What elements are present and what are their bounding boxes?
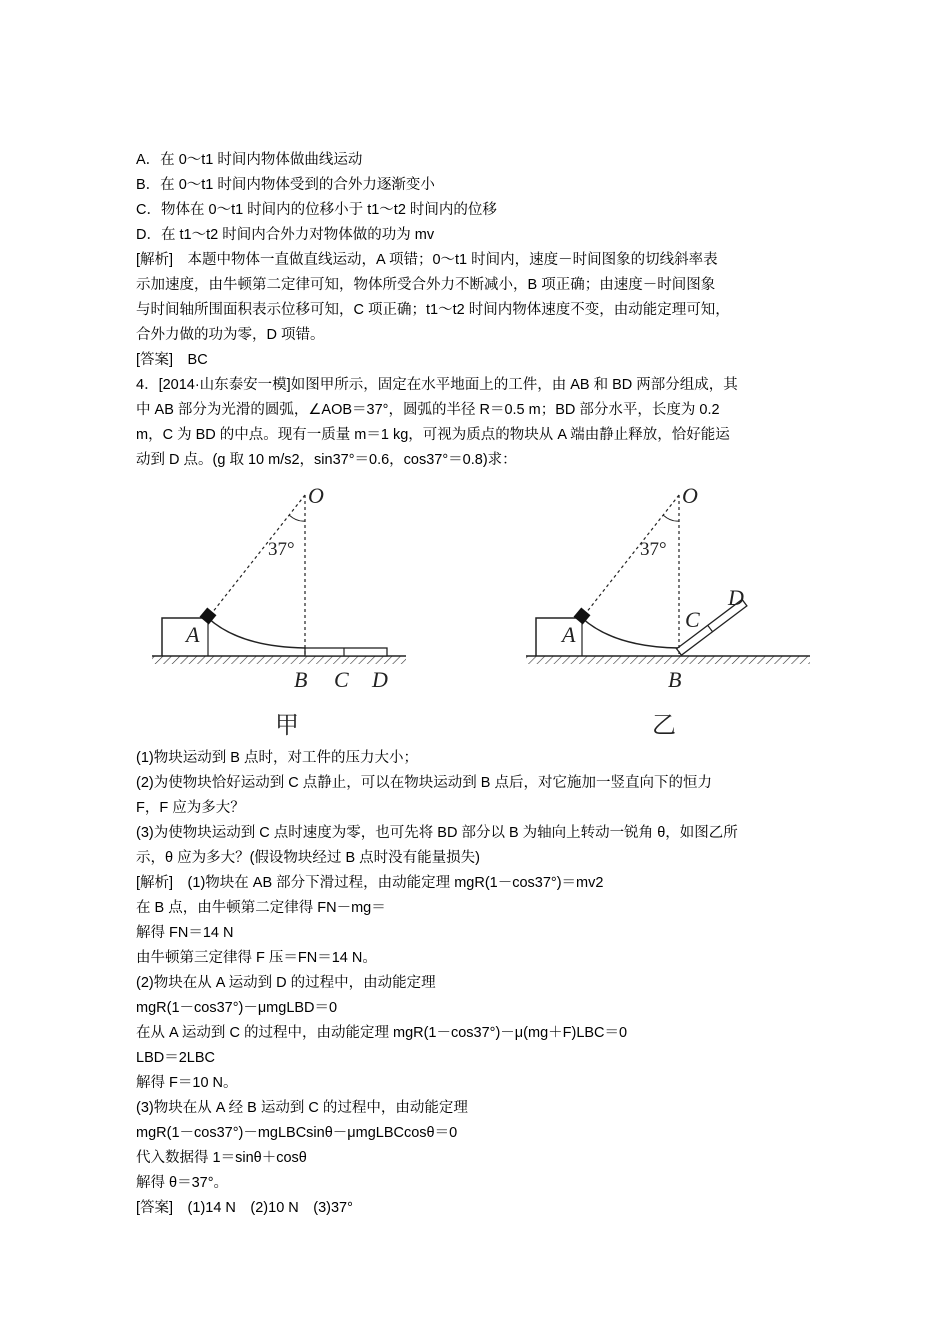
ground-hatch xyxy=(526,656,810,664)
solution-line: (2)物块在从 A 运动到 D 的过程中，由动能定理 xyxy=(136,975,436,991)
analysis-line: [解析] 本题中物体一直做直线运动，A 项错；0～t1 时间内，速度－时间图象的切线斜率表 xyxy=(136,252,718,268)
option-a: A．在 0～t1 时间内物体做曲线运动 xyxy=(136,152,363,168)
solution-line: LBD＝2LBC xyxy=(136,1050,215,1066)
problem-line: 中 AB 部分为光滑的圆弧，∠AOB＝37°，圆弧的半径 R＝0.5 m；BD 部分水平，长度为 0.2 xyxy=(136,402,720,418)
analysis-line: 示加速度，由牛顿第二定律可知，物体所受合外力不断减小，B 项正确；由速度－时间图象 xyxy=(136,277,716,293)
question-line: 示，θ 应为多大？(假设物块经过 B 点时没有能量损失) xyxy=(136,850,480,866)
caption-jia: 甲 xyxy=(275,711,299,739)
solution-line: 在 B 点，由牛顿第二定律得 FN－mg＝ xyxy=(136,900,386,916)
figure-jia xyxy=(152,483,406,739)
option-d: D．在 t1～t2 时间内合外力对物体做的功为 mv xyxy=(136,227,435,243)
ground-hatch xyxy=(152,656,406,664)
question-line: (3)为使物块运动到 C 点时速度为零，也可先将 BD 部分以 B 为轴向上转动一锐角 θ，如图乙所 xyxy=(136,825,738,841)
solution-line: 代入数据得 1＝sinθ＋cosθ xyxy=(136,1150,307,1166)
analysis-line: 与时间轴所围面积表示位移可知，C 项正确；t1～t2 时间内物体速度不变，由动能定理可知， xyxy=(136,302,730,318)
arc-ab xyxy=(208,618,305,648)
label-d: D xyxy=(728,585,744,610)
question-line: F，F 应为多大？ xyxy=(136,800,245,816)
analysis-line: 合外力做的功为零，D 项错。 xyxy=(136,327,325,343)
angle-arc xyxy=(663,515,679,521)
solution-line: [解析] (1)物块在 AB 部分下滑过程，由动能定理 mgR(1－cos37°)＝mv2 xyxy=(136,875,604,891)
problem-line: 动到 D 点。(g 取 10 m/s2，sin37°＝0.6，cos37°＝0.8)求： xyxy=(136,452,517,468)
solution-line: 在从 A 运动到 C 的过程中，由动能定理 mgR(1－cos37°)－μ(mg＋F)LBC＝0 xyxy=(136,1025,628,1041)
label-b: B xyxy=(668,667,682,692)
label-b: B xyxy=(294,667,308,692)
label-c: C xyxy=(685,607,700,632)
question-line: (1)物块运动到 B 点时，对工件的压力大小； xyxy=(136,750,418,766)
label-o: O xyxy=(308,483,324,508)
option-b: B．在 0～t1 时间内物体受到的合外力逐渐变小 xyxy=(136,177,435,193)
label-c: C xyxy=(334,667,349,692)
label-o: O xyxy=(682,483,698,508)
solution-line: 解得 F＝10 N。 xyxy=(136,1075,238,1091)
solution-line: 由牛顿第三定律得 F 压＝FN＝14 N。 xyxy=(136,950,377,966)
label-d: D xyxy=(372,667,388,692)
angle-label: 37° xyxy=(640,539,667,560)
label-a: A xyxy=(186,622,200,647)
plank-bd xyxy=(305,648,387,656)
angle-label: 37° xyxy=(268,539,295,560)
angle-arc xyxy=(289,515,305,521)
caption-yi: 乙 xyxy=(652,711,676,739)
answer-line: [答案] (1)14 N (2)10 N (3)37° xyxy=(136,1200,353,1216)
base-block xyxy=(162,618,208,656)
solution-line: 解得 FN＝14 N xyxy=(136,925,234,941)
problem-line: 4．[2014·山东泰安一模]如图甲所示，固定在水平地面上的工件，由 AB 和 BD 两部分组成，其 xyxy=(136,377,738,393)
solution-line: 解得 θ＝37°。 xyxy=(136,1175,229,1191)
figure-yi xyxy=(526,483,810,739)
problem-line: m，C 为 BD 的中点。现有一质量 m＝1 kg，可视为质点的物块从 A 端由静止释放，恰好能运 xyxy=(136,427,730,443)
solution-line: mgR(1－cos37°)－mgLBCsinθ－μmgLBCcosθ＝0 xyxy=(136,1125,458,1141)
option-c: C．物体在 0～t1 时间内的位移小于 t1～t2 时间内的位移 xyxy=(136,202,497,218)
solution-line: mgR(1－cos37°)－μmgLBD＝0 xyxy=(136,1000,338,1016)
arc-ab xyxy=(582,618,679,648)
solution-line: (3)物块在从 A 经 B 运动到 C 的过程中，由动能定理 xyxy=(136,1100,468,1116)
physics-figure xyxy=(140,475,820,745)
question-line: (2)为使物块恰好运动到 C 点静止，可以在物块运动到 B 点后，对它施加一竖直向下的恒力 xyxy=(136,775,712,791)
label-a: A xyxy=(562,622,576,647)
answer-line: [答案] BC xyxy=(136,352,208,368)
